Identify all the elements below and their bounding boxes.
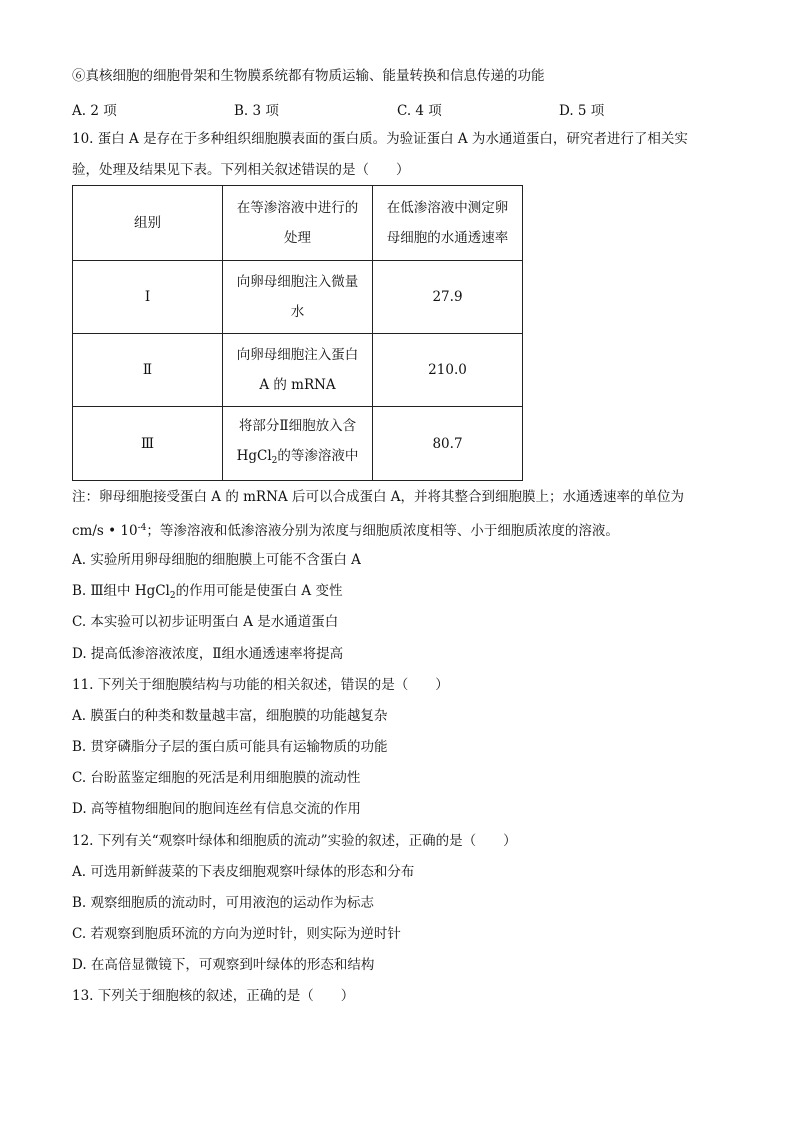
q10-note-line2 xyxy=(72,519,619,540)
row3-rate: 80.7 xyxy=(373,407,523,481)
q13-stem: 13. 下列关于细胞核的叙述，正确的是（ ） xyxy=(72,988,355,1004)
q10-option-b-sub: 2 xyxy=(169,591,176,601)
q10-stem-line2: 验，处理及结果见下表。下列相关叙述错误的是（ ） xyxy=(72,162,410,178)
table-row xyxy=(73,407,523,481)
table-row xyxy=(73,261,523,334)
top-option-d: D. 5 项 xyxy=(559,103,605,119)
q10-option-c: C. 本实验可以初步证明蛋白 A 是水通道蛋白 xyxy=(72,614,339,630)
q10-note-line1: 注：卵母细胞接受蛋白 A 的 mRNA 后可以合成蛋白 A，并将其整合到细胞膜上；水通透速率的单位为 xyxy=(72,489,684,505)
q10-stem-line1: 10. 蛋白 A 是存在于多种组织细胞膜表面的蛋白质。为验证蛋白 A 为水通道蛋白，研究者进行了相关实 xyxy=(72,131,688,147)
q10-option-b-pre: B. Ⅲ组中 HgCl xyxy=(72,583,170,599)
q10-option-d: D. 提高低渗溶液浓度，Ⅱ组水通透速率将提高 xyxy=(72,646,344,662)
q12-option-a: A. 可选用新鲜菠菜的下表皮细胞观察叶绿体的形态和分布 xyxy=(72,864,415,880)
q12-option-b: B. 观察细胞质的流动时，可用液泡的运动作为标志 xyxy=(72,895,375,911)
top-option-b: B. 3 项 xyxy=(234,103,279,119)
header-group: 组别 xyxy=(73,186,223,261)
row2-group: Ⅱ xyxy=(73,334,223,407)
q12-option-d: D. 在高倍显微镜下，可观察到叶绿体的形态和结构 xyxy=(72,957,375,973)
note-unit-exponent: -4 xyxy=(137,523,147,533)
header-rate: 在低渗溶液中测定卵母细胞的水通透速率 xyxy=(373,186,523,261)
row1-treatment: 向卵母细胞注入微量水 xyxy=(223,261,373,334)
q11-option-b: B. 贯穿磷脂分子层的蛋白质可能具有运输物质的功能 xyxy=(72,739,388,755)
top-options xyxy=(72,99,632,117)
q11-option-d: D. 高等植物细胞间的胞间连丝有信息交流的作用 xyxy=(72,801,361,817)
q12-option-c: C. 若观察到胞质环流的方向为逆时针，则实际为逆时针 xyxy=(72,926,401,942)
table-header-row xyxy=(73,186,523,261)
row3-group: Ⅲ xyxy=(73,407,223,481)
q12-stem: 12. 下列有关“观察叶绿体和细胞质的流动”实验的叙述，正确的是（ ） xyxy=(72,833,517,849)
row2-treatment: 向卵母细胞注入蛋白 A 的 mRNA xyxy=(223,334,373,407)
q10-option-b xyxy=(72,582,342,605)
q11-stem: 11. 下列关于细胞膜结构与功能的相关叙述，错误的是（ ） xyxy=(72,677,449,693)
top-option-a: A. 2 项 xyxy=(72,103,117,119)
experiment-table xyxy=(72,185,523,481)
note-unit-rest: ；等渗溶液和低渗溶液分别为浓度与细胞质浓度相等、小于细胞质浓度的溶液。 xyxy=(146,523,619,539)
top-option-c: C. 4 项 xyxy=(397,103,442,119)
row3-treatment xyxy=(223,407,373,481)
row2-rate: 210.0 xyxy=(373,334,523,407)
row3-treatment-post: 的等渗溶液中 xyxy=(277,448,359,464)
row3-treatment-pre: 将部分Ⅱ细胞放入含 HgCl xyxy=(236,418,357,464)
row1-rate: 27.9 xyxy=(373,261,523,334)
statement-6: ⑥真核细胞的细胞骨架和生物膜系统都有物质运输、能量转换和信息传递的功能 xyxy=(72,68,545,84)
q11-option-c: C. 台盼蓝鉴定细胞的死活是利用细胞膜的流动性 xyxy=(72,770,361,786)
row3-treatment-sub: 2 xyxy=(271,456,278,466)
q10-option-b-post: 的作用可能是使蛋白 A 变性 xyxy=(175,583,343,599)
note-unit: cm/s • 10 xyxy=(72,523,138,539)
q10-option-a: A. 实验所用卵母细胞的细胞膜上可能不含蛋白 A xyxy=(72,552,361,568)
q11-option-a: A. 膜蛋白的种类和数量越丰富，细胞膜的功能越复杂 xyxy=(72,708,388,724)
table-row xyxy=(73,334,523,407)
row1-group: Ⅰ xyxy=(73,261,223,334)
header-treatment: 在等渗溶液中进行的处理 xyxy=(223,186,373,261)
